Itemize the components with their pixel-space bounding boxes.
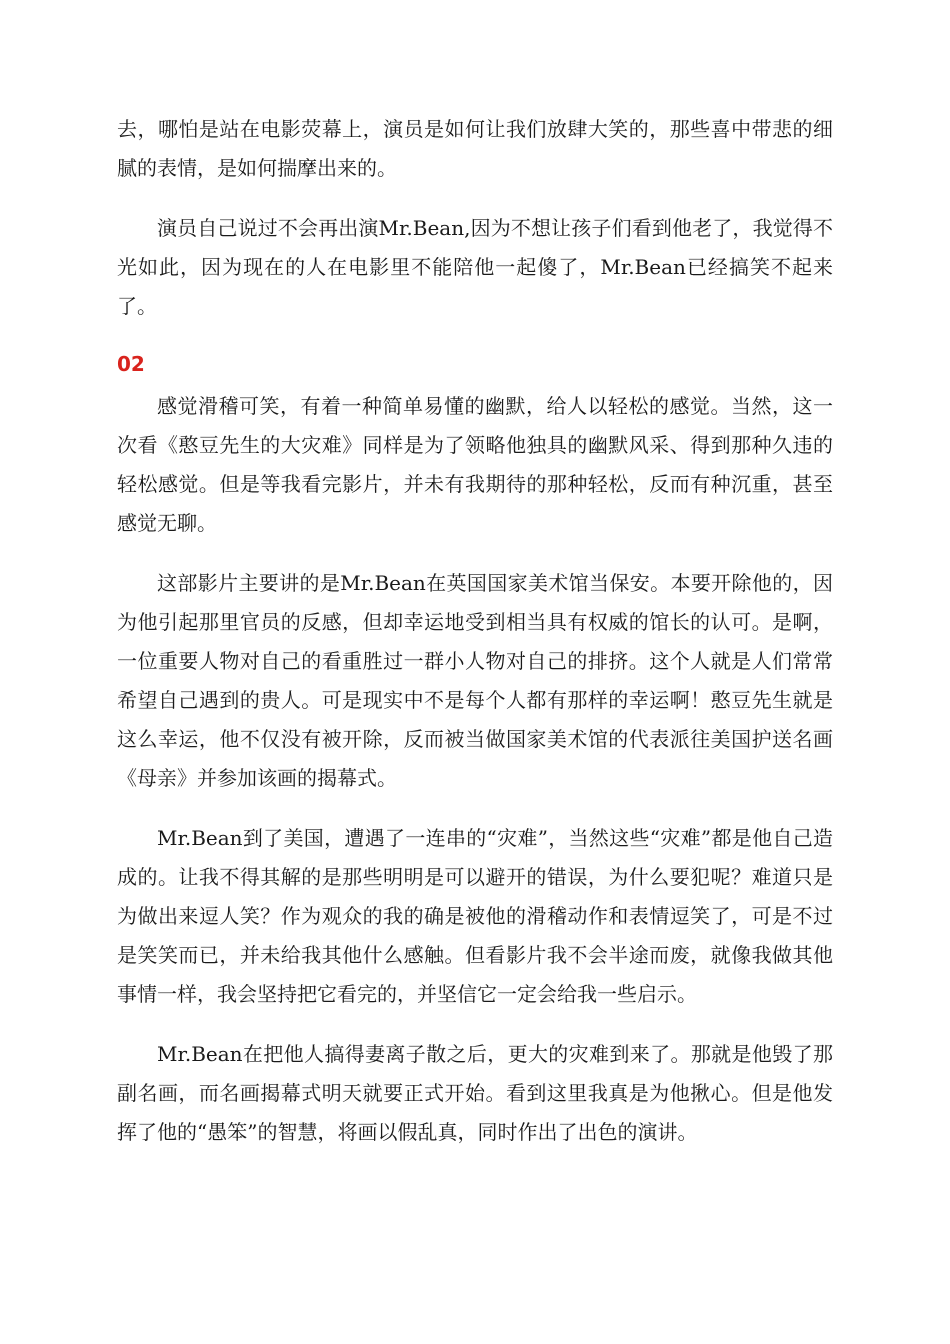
paragraph: 这部影片主要讲的是Mr.Bean在英国国家美术馆当保安。本要开除他的，因为他引起那里官员的反感，但却幸运地受到相当具有权威的馆长的认可。是啊，一位重要人物对自己的看重胜过一群小人物对自己的排挤。这个人就是人们常常希望自己遇到的贵人。可是现实中不是每个人都有那样的幸运啊！憨豆先生就是这么幸运，他不仅没有被开除，反而被当做国家美术馆的代表派往美国护送名画《母亲》并参加该画的揭幕式。 bbox=[117, 571, 833, 790]
paragraph: Mr.Bean在把他人搞得妻离子散之后，更大的灾难到来了。那就是他毁了那副名画，而名画揭幕式明天就要正式开始。看到这里我真是为他揪心。但是他发挥了他的“愚笨”的智慧，将画以假乱真，同时作出了出色的演讲。 bbox=[117, 1042, 833, 1144]
paragraph-continued: 去，哪怕是站在电影荧幕上，演员是如何让我们放肆大笑的，那些喜中带悲的细腻的表情，是如何揣摩出来的。 bbox=[117, 117, 833, 180]
paragraph: 感觉滑稽可笑，有着一种简单易懂的幽默，给人以轻松的感觉。当然，这一次看《憨豆先生的大灾难》同样是为了领略他独具的幽默风采、得到那种久违的轻松感觉。但是等我看完影片，并未有我期待的那种轻松，反而有种沉重，甚至感觉无聊。 bbox=[117, 394, 833, 535]
paragraph: 演员自己说过不会再出演Mr.Bean,因为不想让孩子们看到他老了，我觉得不光如此，因为现在的人在电影里不能陪他一起傻了，Mr.Bean已经搞笑不起来了。 bbox=[117, 216, 833, 318]
paragraph: Mr.Bean到了美国，遭遇了一连串的“灾难”，当然这些“灾难”都是他自己造成的。让我不得其解的是那些明明是可以避开的错误，为什么要犯呢？难道只是为做出来逗人笑？作为观众的我的确是被他的滑稽动作和表情逗笑了，可是不过是笑笑而已，并未给我其他什么感触。但看影片我不会半途而废，就像我做其他事情一样，我会坚持把它看完的，并坚信它一定会给我一些启示。 bbox=[117, 826, 833, 1006]
document-page bbox=[117, 110, 833, 1173]
section-heading: 02 bbox=[117, 352, 145, 376]
